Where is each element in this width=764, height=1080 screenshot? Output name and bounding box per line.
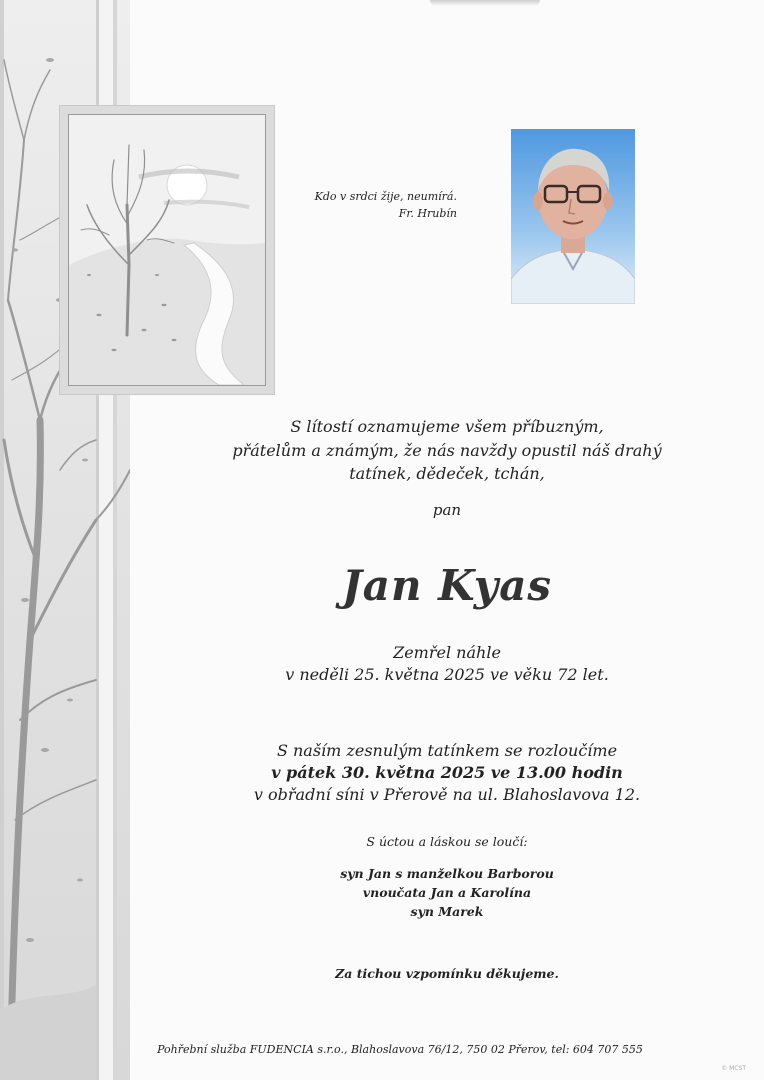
death-info xyxy=(130,642,764,686)
top-smudge xyxy=(430,0,540,6)
mourner: vnoučata Jan a Karolína xyxy=(362,885,532,900)
death-line-1: Zemřel náhle xyxy=(393,643,501,662)
intro-line: přátelům a známým, že nás navždy opustil náš drahý xyxy=(232,440,662,460)
intro-line: tatínek, dědeček, tchán, xyxy=(349,464,545,483)
intro-line: S lítostí oznamujeme všem příbuzným, xyxy=(290,417,604,436)
framed-landscape-picture xyxy=(60,106,274,394)
watermark: © MCST xyxy=(721,1065,746,1072)
funeral-place: v obřadní síni v Přerově na ul. Blahoslavova 12. xyxy=(253,785,641,804)
funeral-service-footer: Pohřební služba FUDENCIA s.r.o., Blahoslavova 76/12, 750 02 Přerov, tel: 604 707 555 xyxy=(157,1043,643,1056)
tree-moon-path-illustration xyxy=(69,115,265,385)
death-line-2: v neděli 25. května 2025 ve věku 72 let. xyxy=(285,665,609,684)
honorific: pan xyxy=(432,501,462,519)
thanks-line: Za tichou vzpomínku děkujeme. xyxy=(335,966,559,981)
portrait-photo xyxy=(511,129,635,304)
mourner: syn Jan s manželkou Barborou xyxy=(340,866,554,881)
funeral-line-1: S naším zesnulým tatínkem se rozloučíme xyxy=(276,741,618,760)
motto xyxy=(300,188,457,222)
deceased-name: Jan Kyas xyxy=(341,561,553,610)
motto-author: Fr. Hrubín xyxy=(398,207,457,220)
mourners-intro: S úctou a láskou se loučí: xyxy=(366,834,528,849)
mourners-list xyxy=(130,864,764,921)
mourner: syn Marek xyxy=(410,904,484,919)
funeral-date-time: v pátek 30. května 2025 ve 13.00 hodin xyxy=(271,763,623,782)
motto-quote: Kdo v srdci žije, neumírá. xyxy=(314,190,457,203)
funeral-info xyxy=(130,740,764,806)
announcement-intro xyxy=(130,415,764,486)
